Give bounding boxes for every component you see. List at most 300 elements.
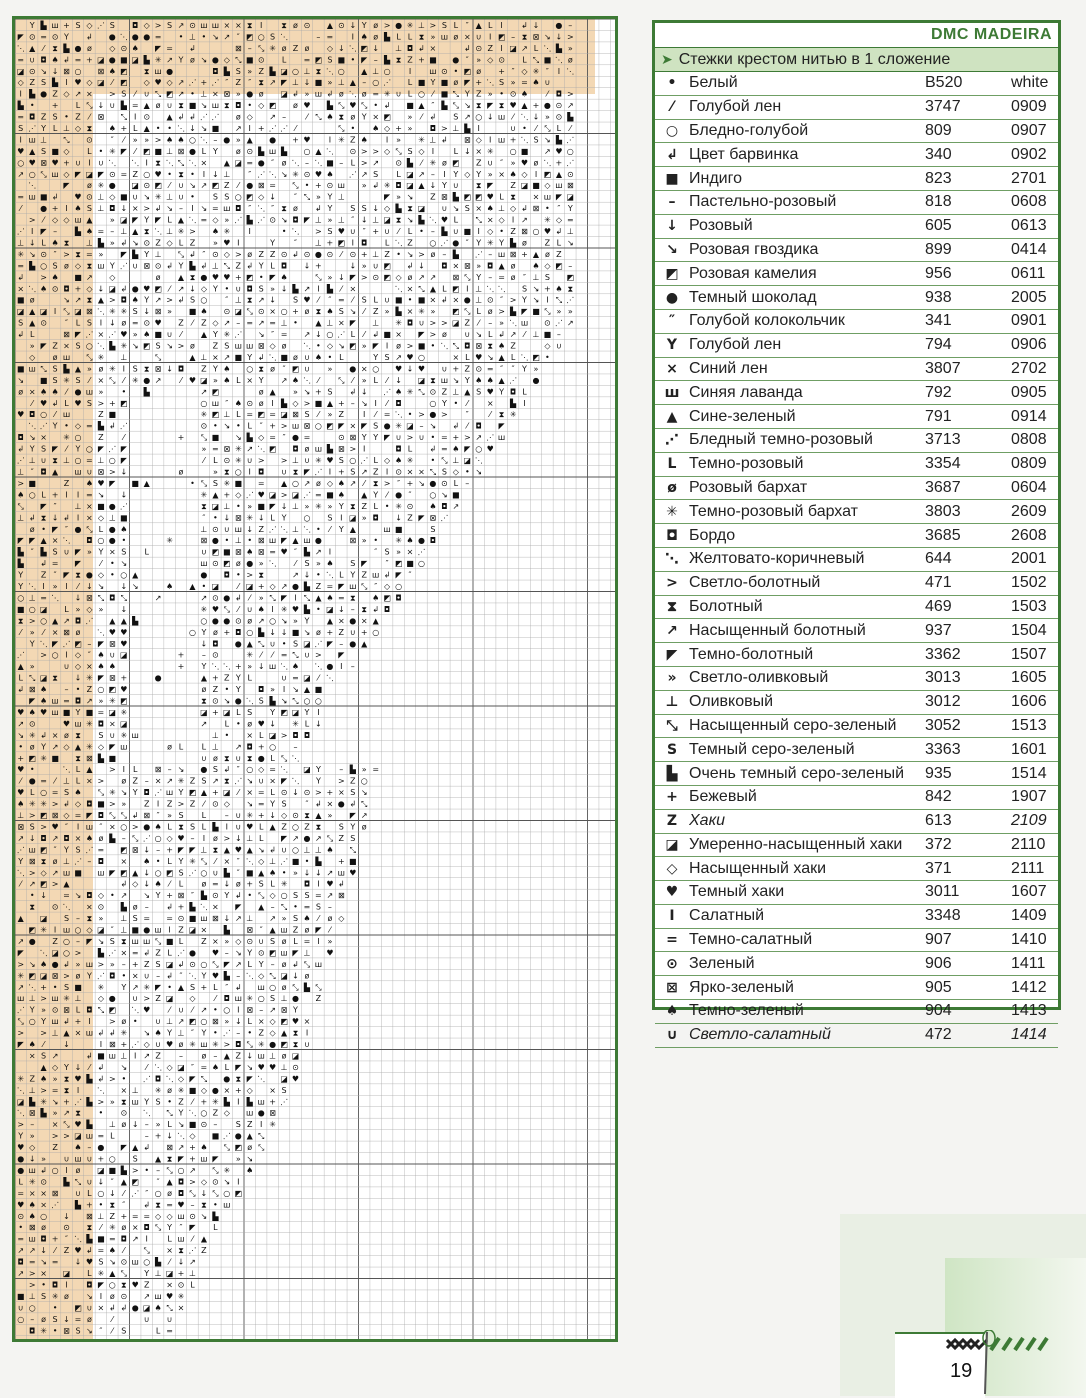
svg-text:✳: ✳: [395, 421, 402, 431]
svg-text:●: ●: [223, 616, 231, 626]
svg-text:•: •: [258, 272, 264, 282]
madeira-number: 1502: [1011, 574, 1047, 592]
svg-text:⊠: ⊠: [28, 1108, 36, 1118]
svg-text:⊥: ⊥: [120, 914, 128, 923]
svg-text:⋱: ⋱: [199, 902, 208, 912]
svg-text:●: ●: [257, 1108, 265, 1118]
dmc-number: 937: [925, 621, 952, 639]
svg-text:×: ×: [418, 467, 425, 477]
svg-text:I: I: [65, 204, 68, 214]
svg-text:I: I: [237, 1005, 240, 1015]
svg-text:″: ″: [110, 1177, 114, 1187]
svg-text:↓: ↓: [463, 146, 471, 156]
svg-text:✳: ✳: [406, 456, 414, 465]
svg-text:•: •: [190, 169, 195, 179]
dmc-number: 341: [925, 312, 952, 330]
svg-text:▲: ▲: [120, 616, 127, 626]
svg-text:″: ″: [122, 1200, 126, 1210]
svg-text:Y: Y: [201, 1028, 207, 1038]
svg-text:↘: ↘: [223, 696, 231, 706]
svg-text:⋰: ⋰: [119, 501, 128, 511]
svg-text:»: »: [109, 959, 115, 969]
svg-text:◘: ◘: [441, 261, 448, 271]
svg-text:■: ■: [28, 478, 36, 488]
svg-text:I: I: [489, 32, 492, 42]
svg-text:⊙: ⊙: [395, 467, 402, 477]
svg-text:ш: ш: [200, 1154, 208, 1164]
svg-text:●: ●: [40, 204, 48, 214]
svg-text:⤡: ⤡: [395, 146, 402, 156]
svg-text:◇: ◇: [544, 341, 551, 351]
svg-text:I: I: [260, 20, 263, 30]
svg-text:ш: ш: [497, 112, 506, 122]
svg-text:♥: ♥: [211, 948, 219, 958]
madeira-number: 0907: [1011, 121, 1047, 139]
svg-text:L: L: [522, 55, 527, 65]
svg-text:↗: ↗: [51, 1051, 59, 1061]
svg-text:+: +: [223, 490, 231, 500]
svg-text:ø: ø: [522, 238, 527, 248]
svg-text:▙: ▙: [269, 66, 276, 76]
svg-text:Y: Y: [98, 547, 104, 557]
svg-text:>: >: [315, 227, 322, 236]
svg-text:=: =: [51, 559, 59, 569]
svg-text:•: •: [453, 398, 459, 408]
svg-text:S: S: [189, 982, 196, 992]
svg-text:⁄: ⁄: [123, 1246, 125, 1256]
svg-text:=: =: [51, 1085, 59, 1095]
svg-text:ø: ø: [41, 1314, 47, 1324]
svg-text:♠: ♠: [200, 307, 208, 317]
svg-text:◩: ◩: [452, 158, 460, 168]
svg-text:×: ×: [349, 421, 357, 431]
svg-text:S: S: [167, 20, 173, 30]
svg-text:▙: ▙: [258, 146, 265, 156]
svg-text:↘: ↘: [280, 696, 288, 706]
svg-text:○: ○: [314, 696, 322, 706]
svg-text:⊠: ⊠: [200, 536, 208, 546]
svg-text:✳: ✳: [234, 456, 242, 465]
svg-text:–: –: [339, 639, 344, 649]
svg-text:↓: ↓: [280, 284, 288, 294]
svg-text:■: ■: [314, 78, 323, 88]
key-row: [655, 881, 1058, 905]
svg-text:■: ■: [120, 192, 128, 202]
svg-text:✳: ✳: [154, 55, 162, 65]
svg-text:»: »: [510, 158, 516, 168]
svg-text:S: S: [281, 799, 287, 809]
svg-text:◘: ◘: [372, 513, 379, 523]
svg-text:⊥: ⊥: [211, 261, 219, 271]
svg-text:○: ○: [74, 456, 82, 465]
svg-text:♠: ♠: [337, 478, 345, 488]
svg-text:»: »: [41, 1005, 47, 1015]
svg-text:»: »: [167, 811, 173, 820]
color-name: Розовая камелия: [689, 264, 817, 282]
svg-text:✳: ✳: [418, 135, 425, 145]
svg-text:∪: ∪: [132, 261, 139, 271]
svg-text:⋰: ⋰: [566, 135, 575, 145]
svg-text:⋱: ⋱: [394, 410, 403, 420]
svg-text:▲: ▲: [200, 788, 207, 798]
svg-text:⤡: ⤡: [280, 902, 288, 912]
svg-text:S: S: [52, 547, 58, 557]
svg-text:⊙: ⊙: [441, 478, 448, 488]
svg-text:S: S: [41, 444, 47, 454]
svg-text:⊙: ⊙: [28, 719, 36, 729]
svg-text:Y: Y: [499, 387, 505, 397]
dmc-number: 3687: [925, 478, 961, 496]
svg-text:⋱: ⋱: [188, 1108, 197, 1118]
dmc-number: 907: [925, 931, 952, 949]
svg-text:◘: ◘: [120, 295, 127, 305]
svg-text:S: S: [476, 387, 482, 397]
svg-text:+: +: [395, 124, 402, 133]
svg-text:ш: ш: [108, 1051, 116, 1061]
svg-text:⁄: ⁄: [168, 284, 171, 294]
svg-text:◘: ◘: [383, 604, 391, 614]
svg-text:ш: ш: [131, 730, 139, 740]
svg-text:○: ○: [566, 146, 574, 156]
svg-text:◪: ◪: [200, 375, 208, 385]
svg-text:•: •: [304, 181, 310, 191]
svg-text:I: I: [328, 135, 332, 145]
svg-text:◇: ◇: [269, 341, 276, 351]
svg-text:I: I: [260, 1120, 263, 1130]
svg-text:↓: ↓: [120, 467, 128, 477]
svg-text:■: ■: [257, 501, 265, 511]
svg-text:♥: ♥: [62, 719, 71, 729]
color-name: Голубой лен: [689, 336, 782, 354]
svg-text:L: L: [533, 43, 539, 53]
svg-text:●: ●: [200, 765, 208, 775]
svg-text:=: =: [292, 673, 299, 683]
svg-text:⤡: ⤡: [452, 101, 460, 111]
svg-text:◇: ◇: [326, 341, 333, 351]
svg-text:=: =: [269, 181, 276, 191]
svg-text:⋱: ⋱: [188, 158, 197, 168]
svg-text:⊥: ⊥: [120, 353, 128, 362]
svg-text:↗: ↗: [17, 719, 25, 729]
svg-text:–: –: [488, 272, 493, 282]
madeira-number: 0608: [1011, 193, 1047, 211]
svg-text:+: +: [51, 101, 59, 111]
svg-text:″: ″: [53, 249, 57, 259]
svg-text:⋱: ⋱: [131, 158, 140, 168]
svg-text:=: =: [74, 55, 82, 65]
svg-text:⤡: ⤡: [17, 1017, 24, 1027]
svg-text:↓: ↓: [143, 868, 151, 878]
svg-text:◘: ◘: [63, 284, 70, 294]
svg-text:⋰: ⋰: [16, 650, 25, 660]
svg-text:▙: ▙: [143, 387, 150, 397]
svg-text:ш: ш: [440, 375, 449, 385]
key-row: [655, 310, 1058, 334]
svg-text:L: L: [396, 32, 401, 42]
svg-text:✳: ✳: [108, 146, 116, 156]
svg-text:●: ●: [28, 776, 36, 786]
svg-text:″: ″: [374, 547, 378, 557]
svg-text:○: ○: [234, 192, 242, 202]
svg-text:♠: ♠: [395, 456, 403, 465]
svg-text:▙: ▙: [326, 444, 333, 454]
svg-text:⊥: ⊥: [28, 994, 36, 1004]
svg-text:◪: ◪: [211, 582, 220, 591]
svg-text:⁄: ⁄: [54, 1246, 56, 1256]
svg-text:◪: ◪: [39, 914, 48, 923]
svg-text:>: >: [360, 146, 368, 156]
svg-text:∪: ∪: [86, 1154, 93, 1164]
svg-text:◪: ◪: [303, 765, 311, 775]
svg-text:⊠: ⊠: [86, 307, 93, 317]
svg-text:↓: ↓: [28, 238, 36, 248]
svg-text:Y: Y: [476, 169, 482, 179]
svg-text:◇: ◇: [143, 1040, 150, 1049]
svg-text:▲: ▲: [281, 478, 288, 488]
svg-text:⋰: ⋰: [234, 215, 243, 225]
svg-text:◤: ◤: [17, 948, 24, 958]
svg-text:•: •: [350, 55, 356, 65]
svg-text:⊥: ⊥: [337, 192, 345, 202]
svg-text:▙: ▙: [246, 1097, 253, 1107]
svg-text:▲: ▲: [17, 914, 24, 923]
svg-text:×: ×: [86, 513, 93, 523]
svg-text:=: =: [143, 914, 151, 923]
symbol-icon: ↓: [666, 218, 678, 235]
svg-text:ø: ø: [98, 833, 104, 843]
svg-text:▲: ▲: [74, 742, 82, 752]
svg-text:S: S: [258, 696, 264, 706]
key-row: [655, 500, 1058, 524]
svg-text:↲: ↲: [406, 261, 414, 271]
svg-text:↘: ↘: [257, 845, 265, 855]
svg-text:◪: ◪: [406, 169, 414, 179]
svg-text:•: •: [316, 524, 321, 534]
symbol-icon: Y: [666, 337, 678, 354]
svg-text:+: +: [120, 1211, 128, 1221]
svg-text:↗: ↗: [74, 295, 82, 305]
svg-text:•: •: [281, 868, 287, 878]
svg-text:•: •: [64, 421, 69, 431]
svg-text:Y: Y: [476, 238, 482, 248]
symbol-icon: ●: [665, 289, 679, 306]
svg-text:✳: ✳: [108, 696, 116, 706]
svg-text:↓: ↓: [246, 524, 254, 534]
svg-text:✳: ✳: [280, 879, 288, 889]
svg-text:↗: ↗: [86, 272, 93, 282]
symbol-icon: ◤: [666, 646, 678, 663]
svg-text:⁄: ⁄: [123, 433, 125, 443]
svg-text:×: ×: [74, 1028, 82, 1038]
svg-text:▙: ▙: [143, 55, 150, 65]
svg-text:○: ○: [85, 341, 93, 351]
svg-text:⊠: ⊠: [234, 43, 242, 53]
svg-text:Y: Y: [29, 1005, 35, 1015]
svg-text:↘: ↘: [40, 1257, 47, 1267]
svg-text:⤡: ⤡: [223, 1143, 231, 1152]
svg-text:↲: ↲: [521, 204, 528, 214]
svg-text:♠: ♠: [360, 32, 368, 42]
svg-text:◇: ◇: [544, 261, 551, 271]
symbol-icon: ⊠: [666, 979, 678, 996]
svg-text:○: ○: [418, 559, 425, 569]
svg-text:▲: ▲: [223, 845, 230, 855]
svg-text:∪: ∪: [75, 1188, 81, 1198]
svg-text:◤: ◤: [212, 1154, 219, 1164]
svg-text:↓: ↓: [120, 204, 128, 214]
svg-text:ш: ш: [303, 536, 311, 546]
svg-text:S: S: [430, 524, 436, 534]
svg-text:✳: ✳: [108, 1223, 116, 1233]
svg-text:◤: ◤: [97, 169, 104, 179]
svg-text:=: =: [17, 1234, 25, 1244]
svg-text:⁄: ⁄: [31, 398, 33, 408]
svg-text:◩: ◩: [463, 192, 472, 202]
svg-text:–: –: [30, 1314, 35, 1324]
svg-text:Y: Y: [64, 1062, 69, 1072]
svg-text:◪: ◪: [108, 708, 117, 717]
svg-text:♥: ♥: [291, 1074, 300, 1084]
svg-text:+: +: [51, 204, 59, 214]
svg-text:>: >: [189, 1177, 196, 1187]
svg-text:>: >: [17, 959, 25, 969]
svg-text:↓: ↓: [143, 879, 151, 889]
svg-text:S: S: [41, 146, 47, 156]
svg-text:♠: ♠: [498, 341, 506, 351]
svg-text:>: >: [429, 318, 437, 328]
svg-text:♥: ♥: [17, 708, 25, 717]
svg-text:⊥: ⊥: [372, 66, 380, 76]
svg-text:◤: ◤: [189, 1223, 196, 1233]
svg-text:⊥: ⊥: [97, 1211, 105, 1221]
svg-text:ш: ш: [383, 524, 391, 534]
svg-text:Y: Y: [373, 433, 379, 443]
svg-text:⋰: ⋰: [417, 547, 426, 557]
svg-text:×: ×: [349, 284, 357, 294]
svg-text:⧗: ⧗: [143, 66, 150, 76]
svg-text:″: ″: [236, 32, 240, 42]
svg-text:◇: ◇: [384, 582, 391, 591]
svg-text:S: S: [258, 284, 264, 294]
svg-text:↘: ↘: [257, 330, 265, 340]
svg-text:↗: ↗: [280, 375, 288, 385]
svg-text:↓: ↓: [200, 1188, 208, 1198]
symbol-icon: ◘: [666, 527, 678, 544]
svg-text:●: ●: [143, 822, 151, 832]
svg-text:⊙: ⊙: [555, 112, 563, 122]
dmc-number: 956: [925, 264, 952, 282]
svg-text:▙: ▙: [303, 547, 311, 557]
svg-text:♠: ♠: [40, 685, 48, 694]
svg-text:◇: ◇: [109, 192, 116, 202]
svg-text:⋱: ⋱: [119, 32, 128, 42]
svg-text:Y: Y: [247, 948, 253, 958]
svg-text:>: >: [315, 788, 322, 798]
svg-text:Z: Z: [315, 582, 322, 591]
svg-text:♠: ♠: [85, 227, 93, 236]
svg-text:⋱: ⋱: [245, 971, 254, 981]
svg-text:◤: ◤: [338, 421, 345, 431]
svg-text:=: =: [86, 421, 93, 431]
svg-text:=: =: [86, 249, 93, 259]
svg-text:S: S: [270, 937, 276, 946]
svg-text:L: L: [178, 937, 184, 946]
svg-text:■: ■: [211, 1131, 220, 1141]
svg-text:◘: ◘: [109, 971, 116, 981]
svg-text:◪: ◪: [291, 1051, 300, 1061]
svg-text:Y: Y: [155, 891, 161, 901]
svg-text:↘: ↘: [131, 341, 139, 351]
svg-text:◘: ◘: [40, 833, 47, 843]
svg-text:>: >: [349, 444, 357, 454]
svg-text:»: »: [98, 604, 104, 614]
svg-text:✳: ✳: [143, 982, 151, 992]
symbol-icon: ⋰: [665, 432, 679, 449]
svg-text:○: ○: [143, 1257, 151, 1267]
svg-text:×: ×: [200, 925, 208, 935]
svg-text:»: »: [396, 547, 402, 557]
svg-text:ø: ø: [41, 1223, 47, 1233]
svg-text:Y: Y: [167, 1223, 173, 1233]
svg-text:◩: ◩: [452, 307, 460, 317]
svg-text:=: =: [212, 204, 219, 214]
svg-text:•: •: [155, 856, 161, 866]
svg-text:∪: ∪: [75, 158, 81, 168]
svg-text:S: S: [247, 708, 253, 717]
svg-text:◩: ◩: [142, 341, 151, 351]
svg-text:♥: ♥: [97, 478, 105, 488]
svg-text:⊙: ⊙: [51, 902, 59, 912]
svg-text:L: L: [75, 101, 81, 111]
svg-text:∪: ∪: [63, 1154, 70, 1164]
svg-text:Z: Z: [143, 959, 150, 969]
svg-text:⊠: ⊠: [177, 891, 185, 901]
svg-text:◇: ◇: [223, 55, 230, 65]
svg-text:◪: ◪: [39, 604, 48, 614]
svg-text:″: ″: [30, 547, 34, 557]
svg-text:◪: ◪: [280, 410, 288, 420]
svg-text:⊥: ⊥: [292, 78, 299, 88]
svg-text:↗: ↗: [154, 593, 162, 603]
svg-text:◩: ◩: [326, 421, 334, 431]
svg-text:»: »: [293, 868, 298, 878]
svg-text:■: ■: [417, 78, 426, 88]
svg-text:=: =: [280, 330, 288, 340]
svg-text:Y: Y: [178, 856, 184, 866]
svg-text:⊙: ⊙: [234, 616, 242, 626]
svg-text:⁄: ⁄: [168, 1005, 171, 1015]
svg-text:♥: ♥: [211, 272, 219, 282]
svg-text:●: ●: [108, 55, 116, 65]
svg-text:⋱: ⋱: [291, 158, 300, 168]
svg-text:Y: Y: [258, 959, 264, 969]
svg-text:I: I: [271, 398, 274, 408]
svg-text:◪: ◪: [85, 169, 94, 179]
svg-text:S: S: [373, 169, 379, 179]
svg-text:I: I: [53, 307, 57, 317]
svg-text:Z: Z: [269, 249, 276, 259]
svg-text:×: ×: [395, 330, 402, 340]
color-name: Оливковый: [689, 693, 774, 711]
svg-text:⊙: ⊙: [280, 788, 288, 798]
svg-text:■: ■: [16, 604, 25, 614]
svg-text:∪: ∪: [452, 181, 459, 191]
svg-text:»: »: [304, 501, 310, 511]
svg-text:S: S: [304, 410, 310, 420]
svg-text:○: ○: [429, 490, 437, 500]
svg-text:⊙: ⊙: [212, 249, 219, 259]
svg-text:Z: Z: [464, 364, 471, 374]
